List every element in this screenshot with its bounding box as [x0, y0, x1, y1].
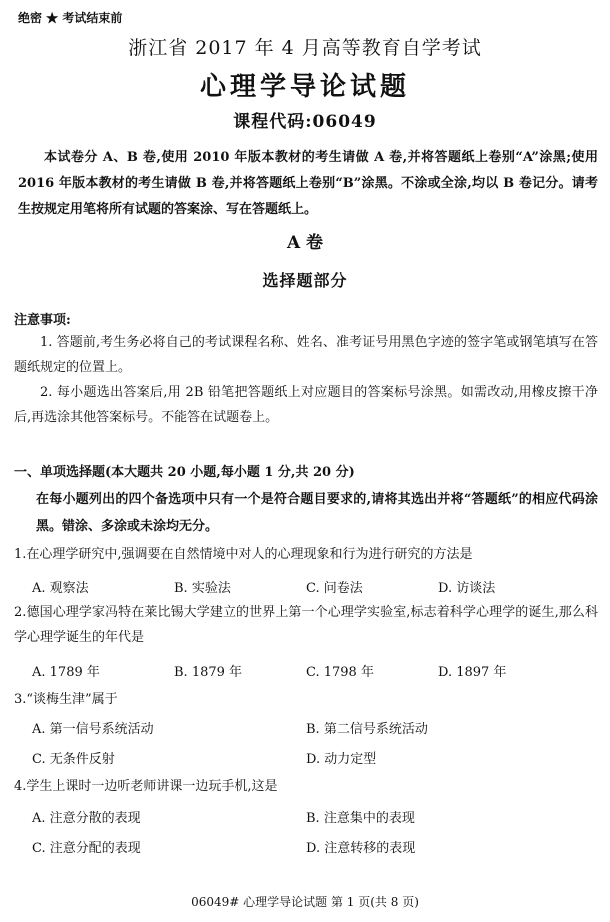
question-option: D. 动力定型	[306, 752, 377, 767]
question-option: B. 第二信号系统活动	[306, 722, 428, 737]
intro-paragraph: 本试卷分 A、B 卷,使用 2010 年版本教材的考生请做 A 卷,并将答题纸上卷别“A”涂黑;使用 2016 年版本教材的考生请做 B 卷,并将答题纸上卷别“B”涂黑。不涂或全涂,均以 B 卷记分。请考生按规定用笔将所有试题的答案涂、写在答题纸上。	[18, 150, 598, 217]
question-option: D. 1897 年	[438, 665, 507, 680]
question-option: C. 注意分配的表现	[32, 841, 141, 856]
question-option: C. 无条件反射	[32, 752, 115, 767]
question-option: C. 1798 年	[306, 665, 374, 680]
question-option: B. 注意集中的表现	[306, 811, 415, 826]
question-option: B. 1879 年	[174, 665, 243, 680]
question-option: B. 实验法	[174, 581, 231, 596]
notice-heading: 注意事项:	[14, 313, 71, 328]
section-heading: 一、单项选择题(本大题共 20 小题,每小题 1 分,共 20 分)	[14, 465, 355, 480]
question-stem: 2.德国心理学家冯特在莱比锡大学建立的世界上第一个心理学实验室,标志着科学心理学的诞生,那么科学心理学诞生的年代是	[14, 605, 598, 645]
question-stem: 1.在心理学研究中,强调要在自然情境中对人的心理现象和行为进行研究的方法是	[14, 547, 473, 562]
question-option: A. 第一信号系统活动	[32, 722, 154, 737]
volume-title: A 卷	[286, 233, 324, 253]
question-stem: 4.学生上课时一边听老师讲课一边玩手机,这是	[14, 779, 278, 794]
page-footer: 06049# 心理学导论试题 第 1 页(共 8 页)	[191, 895, 419, 909]
question-option: D. 注意转移的表现	[306, 841, 416, 856]
section-instruction: 在每小题列出的四个备选项中只有一个是符合题目要求的,请将其选出并将“答题纸”的相应代码涂黑。错涂、多涂或未涂均无分。	[36, 492, 598, 534]
question-option: A. 1789 年	[32, 665, 100, 680]
secret-label: 绝密 ★ 考试结束前	[18, 11, 123, 25]
notice-item: 2. 每小题选出答案后,用 2B 铅笔把答题纸上对应题目的答案标号涂黑。如需改动,用橡皮擦干净后,再选涂其他答案标号。不能答在试题卷上。	[14, 385, 598, 425]
course-code: 课程代码:06049	[233, 112, 377, 132]
main-title: 心理学导论试题	[199, 72, 410, 102]
part-title: 选择题部分	[262, 271, 348, 290]
question-option: C. 问卷法	[306, 581, 363, 596]
exam-title: 浙江省 2017 年 4 月高等教育自学考试	[128, 37, 482, 59]
question-option: A. 注意分散的表现	[32, 811, 141, 826]
question-option: D. 访谈法	[438, 581, 496, 596]
question-stem: 3.“谈梅生津”属于	[14, 692, 118, 707]
notice-item: 1. 答题前,考生务必将自己的考试课程名称、姓名、准考证号用黑色字迹的签字笔或钢笔填写在答题纸规定的位置上。	[14, 335, 598, 375]
question-option: A. 观察法	[32, 581, 89, 596]
